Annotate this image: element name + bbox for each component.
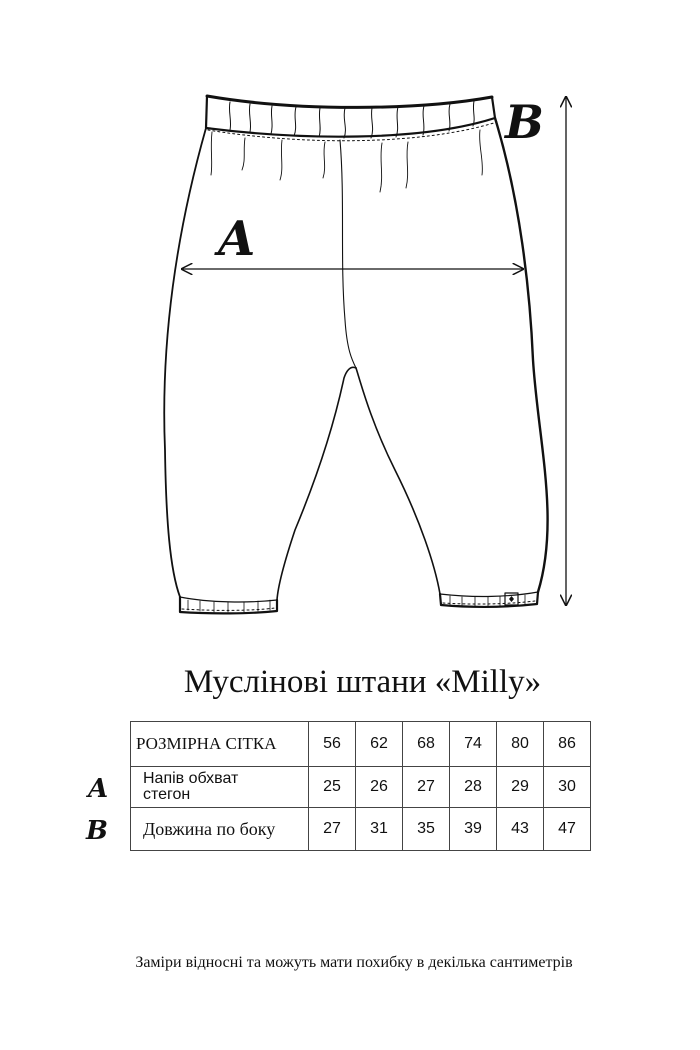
size-cell: 56 <box>309 722 356 767</box>
pants-outline <box>164 96 547 613</box>
value-cell: 26 <box>356 767 403 808</box>
value-cell: 28 <box>450 767 497 808</box>
size-header-row <box>131 722 591 767</box>
hip-label-line1: Напів обхват <box>143 770 239 787</box>
size-chart-table <box>130 721 591 851</box>
value-cell: 30 <box>544 767 591 808</box>
row-marker-a: A <box>88 774 109 804</box>
hip-label <box>131 767 309 808</box>
size-cell: 80 <box>497 722 544 767</box>
size-cell: 86 <box>544 722 591 767</box>
value-cell: 27 <box>309 808 356 851</box>
table-row-hip <box>131 767 591 808</box>
value-cell: 39 <box>450 808 497 851</box>
hip-label-line2: стегон <box>143 786 191 803</box>
table-row-length <box>131 808 591 851</box>
length-label: Довжина по боку <box>131 808 309 851</box>
row-marker-b: B <box>86 816 108 846</box>
value-cell: 25 <box>309 767 356 808</box>
value-cell: 31 <box>356 808 403 851</box>
value-cell: 47 <box>544 808 591 851</box>
label-a-marker: A <box>218 211 256 267</box>
value-cell: 43 <box>497 808 544 851</box>
size-cell: 62 <box>356 722 403 767</box>
label-b-marker: B <box>505 95 544 149</box>
size-cell: 68 <box>403 722 450 767</box>
value-cell: 29 <box>497 767 544 808</box>
value-cell: 35 <box>403 808 450 851</box>
measurement-note: Заміри відносні та можуть мати похибку в декілька сантиметрів <box>135 954 573 971</box>
size-cell: 74 <box>450 722 497 767</box>
product-title: Муслінові штани «Milly» <box>183 664 542 700</box>
value-cell: 27 <box>403 767 450 808</box>
size-header-label: РОЗМІРНА СІТКА <box>131 722 309 767</box>
